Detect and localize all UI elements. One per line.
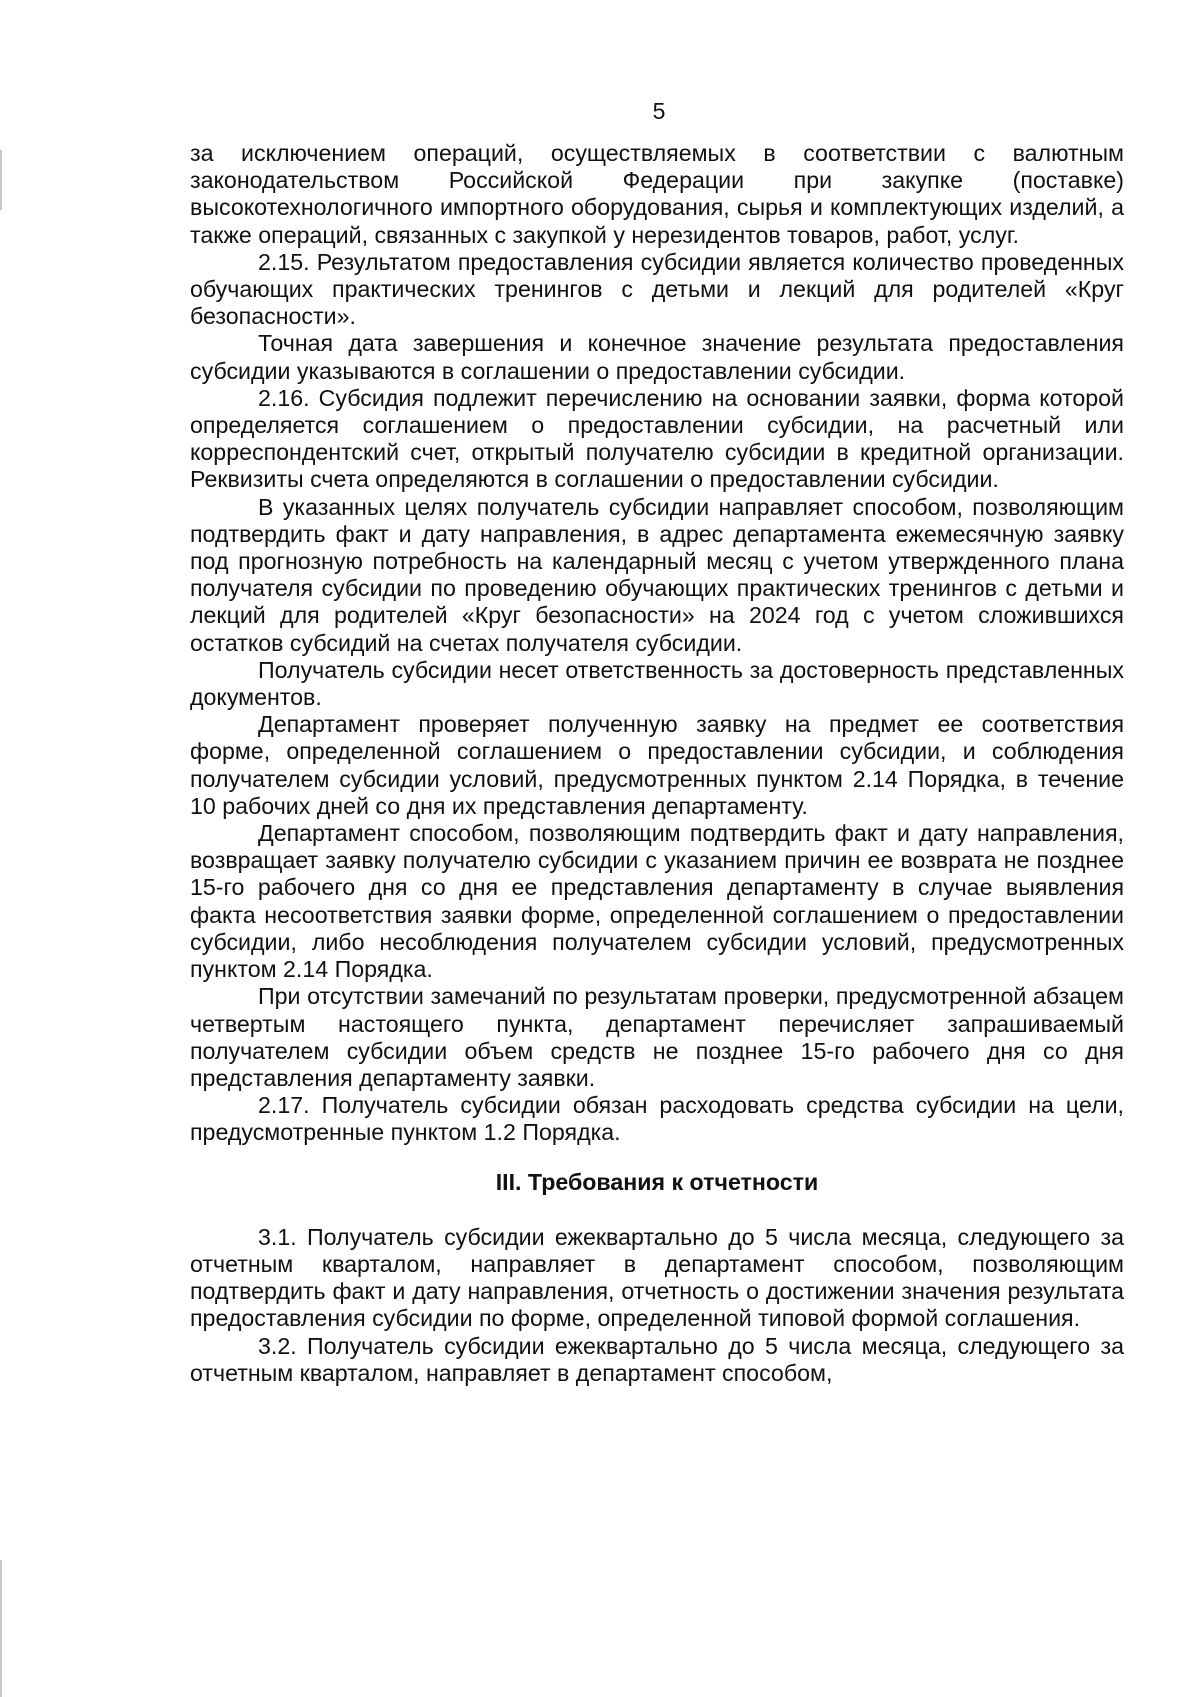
- paragraph: Получатель субсидии несет ответственность за достоверность представленных документов.: [190, 656, 1124, 711]
- scan-edge-shadow: [0, 1560, 2, 1697]
- paragraph: Департамент способом, позволяющим подтвердить факт и дату направления, возвращает заявку получателю субсидии с указанием причин ее возврата не позднее 15-го рабочего дня со дня ее представления департаменту в случае выявления факта несоответствия заявки форме, определенной соглашением о предоставлении субсидии, либо несоблюдения получателем субсидии условий, предусмотренных пунктом 2.14 Порядка.: [190, 820, 1124, 983]
- paragraph-3-1: 3.1. Получатель субсидии ежеквартально до 5 числа месяца, следующего за отчетным кварталом, направляет в департамент способом, позволяющим подтвердить факт и дату направления, отчетность о достижении значения результата предоставления субсидии по форме, определенной типовой формой соглашения.: [190, 1223, 1124, 1332]
- section-heading: III. Требования к отчетности: [495, 1168, 819, 1195]
- paragraph: Точная дата завершения и конечное значение результата предоставления субсидии указываются в соглашении о предоставлении субсидии.: [190, 330, 1124, 384]
- paragraph-3-2: 3.2. Получатель субсидии ежеквартально до 5 числа месяца, следующего за отчетным кварталом, направляет в департамент способом,: [190, 1332, 1124, 1386]
- paragraph-continuation: за исключением операций, осуществляемых в соответствии с валютным законодательством Российской Федерации при закупке (поставке) высокотехнологичного импортного оборудования, сырья и комплектующих изделий, а также операций, связанных с закупкой у нерезидентов товаров, работ, услуг.: [190, 140, 1124, 248]
- paragraph-2-16: 2.16. Субсидия подлежит перечислению на основании заявки, форма которой определяется соглашением о предоставлении субсидии, на расчетный или корреспондентский счет, открытый получателю субсидии в кредитной организации. Реквизиты счета определяются в соглашении о предоставлении субсидии.: [190, 384, 1124, 493]
- paragraph: При отсутствии замечаний по результатам проверки, предусмотренной абзацем четвертым настоящего пункта, департамент перечисляет запрашиваемый получателем субсидии объем средств не позднее 15-го рабочего дня со дня представления департаменту заявки.: [190, 983, 1124, 1091]
- paragraph: Департамент проверяет полученную заявку на предмет ее соответствия форме, определенной соглашением о предоставлении субсидии, и соблюдения получателем субсидии условий, предусмотренных пунктом 2.14 Порядка, в течение 10 рабочих дней со дня их представления департаменту.: [190, 711, 1124, 819]
- document-body: [190, 140, 1124, 1387]
- paragraph-2-15: 2.15. Результатом предоставления субсидии является количество проведенных обучающих практических тренингов с детьми и лекций для родителей «Круг безопасности».: [190, 248, 1124, 330]
- paragraph: В указанных целях получатель субсидии направляет способом, позволяющим подтвердить факт и дату направления, в адрес департамента ежемесячную заявку под прогнозную потребность на календарный месяц с учетом утвержденного плана получателя субсидии по проведению обучающих практических тренингов с детьми и лекций для родителей «Круг безопасности» на 2024 год с учетом сложившихся остатков субсидий на счетах получателя субсидии.: [190, 493, 1124, 656]
- scan-edge-shadow: [0, 150, 2, 210]
- paragraph-2-17: 2.17. Получатель субсидии обязан расходовать средства субсидии на цели, предусмотренные пунктом 1.2 Порядка.: [190, 1092, 1124, 1146]
- page-number: 5: [652, 98, 666, 124]
